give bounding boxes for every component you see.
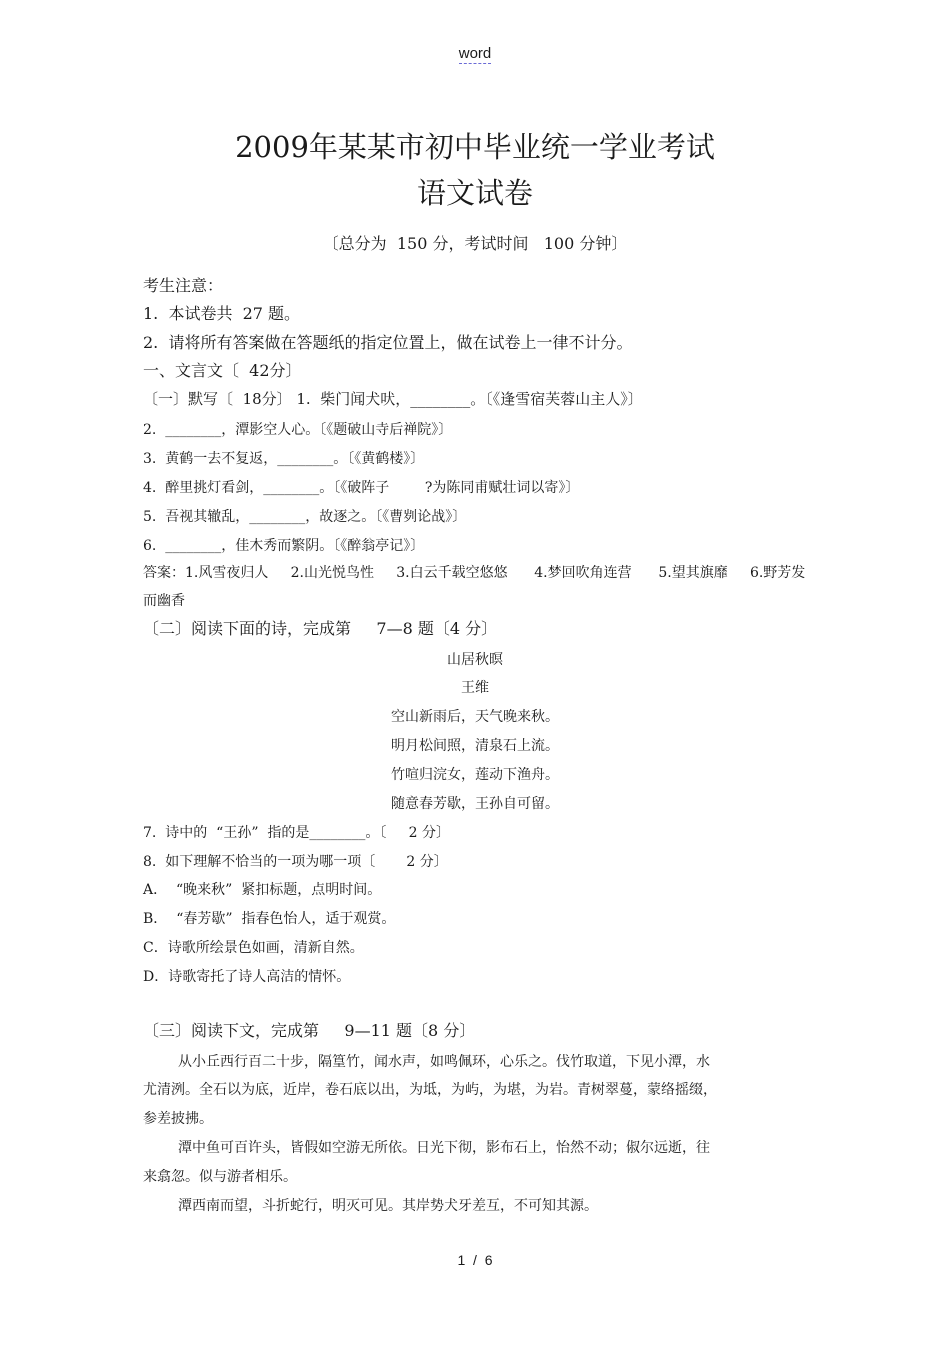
passage-line: 潭中鱼可百许头，皆假如空游无所依。日光下彻，影布石上，怡然不动；俶尔远逝，往 <box>178 1140 710 1156</box>
poem-line: 随意春芳歇，王孙自可留。 <box>391 796 559 812</box>
question-8: 8. 如下理解不恰当的一项为哪一项〔 2 分〕 <box>143 854 448 870</box>
poem-title: 山居秋暝 <box>447 652 503 668</box>
question-2: 2. ________，潭影空人心。〔《题破山寺后禅院》〕 <box>143 422 453 438</box>
poem-line: 竹喧归浣女，莲动下渔舟。 <box>391 767 559 783</box>
exam-subtitle: 语文试卷 <box>416 176 533 210</box>
poem-author: 王维 <box>461 680 489 696</box>
score-time-info: 〔总分为 150 分，考试时间 100 分钟〕 <box>322 234 628 253</box>
part-3-heading: 〔三〕阅读下文，完成第 9—11 题〔8 分〕 <box>143 1021 476 1040</box>
passage-line: 参差披拂。 <box>143 1111 213 1127</box>
notice-heading: 考生注意： <box>143 276 224 295</box>
passage-line: 尤清洌。全石以为底，近岸，卷石底以出，为坻，为屿，为堪，为岩。青树翠蔓，蒙络摇缀， <box>143 1082 717 1098</box>
option-c: C．诗歌所绘景色如画，清新自然。 <box>143 940 364 956</box>
question-5: 5. 吾视其辙乱，________，故逐之。〔《曹刿论战》〕 <box>143 509 467 525</box>
option-a: A． “晚来秋” 紧扣标题，点明时间。 <box>143 882 382 898</box>
passage-line: 来翕忽。似与游者相乐。 <box>143 1169 297 1185</box>
option-b: B． “春芳歇” 指春色怡人，适于观赏。 <box>143 911 396 927</box>
page-header <box>0 44 950 64</box>
header-word-label: word <box>458 45 492 62</box>
question-4: 4. 醉里挑灯看剑，________。〔《破阵子 ?为陈同甫赋壮词以寄》〕 <box>143 480 580 496</box>
exam-title: 2009年某某市初中毕业统一学业考试 <box>235 130 715 164</box>
answers-line-2: 而幽香 <box>143 593 185 609</box>
part-1-heading-q1: 〔一〕默写〔 18分〕 1. 柴门闻犬吠，________。〔《逢雪宿芙蓉山主人》〕 <box>143 390 643 408</box>
notice-item-2: 2. 请将所有答案做在答题纸的指定位置上，做在试卷上一律不计分。 <box>143 333 633 352</box>
passage-line: 潭西南而望，斗折蛇行，明灭可见。其岸势犬牙差互，不可知其源。 <box>178 1198 598 1214</box>
poem-line: 明月松间照，清泉石上流。 <box>391 738 559 754</box>
page-number: 1 / 6 <box>457 1252 493 1268</box>
notice-item-1: 1. 本试卷共 27 题。 <box>143 304 301 323</box>
poem-line: 空山新雨后，天气晚来秋。 <box>391 709 559 725</box>
option-d: D．诗歌寄托了诗人高洁的情怀。 <box>143 969 351 985</box>
question-7: 7. 诗中的 “王孙” 指的是________。〔 2 分〕 <box>143 825 450 841</box>
answers-line-1: 答案：1.风雪夜归人 2.山光悦鸟性 3.白云千载空悠悠 4.梦回吹角连营 5.望其旗靡 6.野芳发 <box>143 565 806 581</box>
question-3: 3. 黄鹤一去不复返，________。〔《黄鹤楼》〕 <box>143 451 425 467</box>
question-6: 6. ________，佳木秀而繁阴。〔《醉翁亭记》〕 <box>143 538 425 554</box>
part-2-heading: 〔二〕阅读下面的诗，完成第 7—8 题〔4 分〕 <box>143 619 498 638</box>
section-1-heading: 一、文言文〔 42分〕 <box>143 361 302 380</box>
passage-line: 从小丘西行百二十步，隔篁竹，闻水声，如鸣佩环，心乐之。伐竹取道，下见小潭，水 <box>178 1054 710 1070</box>
